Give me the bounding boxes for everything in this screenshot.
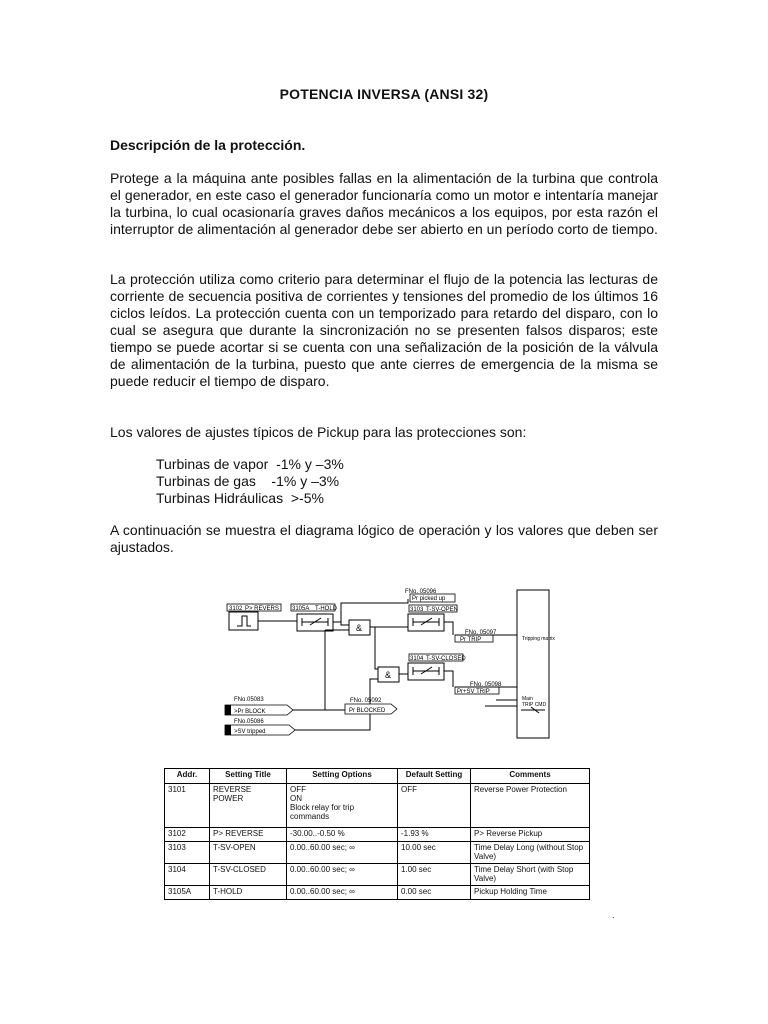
- tripping-matrix-block: [517, 590, 549, 738]
- tripping-matrix-label: Tripping matrix: [522, 636, 555, 642]
- page-title: POTENCIA INVERSA (ANSI 32): [279, 86, 489, 102]
- and-gate-1-symbol: &: [356, 623, 363, 633]
- cell-default: OFF: [398, 784, 471, 828]
- cell-addr: 3103: [165, 842, 210, 864]
- table-header-row: [165, 769, 590, 784]
- block-input-label: >Pr BLOCK: [234, 709, 266, 715]
- cell-setting-options: OFF ON Block relay for trip commands: [287, 784, 398, 828]
- cell-setting-title: T-HOLD: [210, 886, 287, 900]
- cell-comments: Reverse Power Protection: [471, 784, 590, 828]
- header-comments: Comments: [471, 769, 590, 784]
- cell-setting-title: T-SV-OPEN: [210, 842, 287, 864]
- pickup-list: [156, 456, 344, 507]
- sv-tripped-input-label: >SV tripped: [234, 729, 266, 735]
- cell-addr: 3101: [165, 784, 210, 828]
- table-row: [165, 842, 590, 864]
- cell-comments: P> Reverse Pickup: [471, 828, 590, 842]
- cell-setting-options: 0.00..60.00 sec; ∞: [287, 842, 398, 864]
- cell-default: 1.00 sec: [398, 864, 471, 886]
- blocked-label: Pr BLOCKED: [349, 708, 386, 714]
- fno-picked-up-label: FNo. 05096: [405, 589, 437, 595]
- header-setting-title: Setting Title: [210, 769, 287, 784]
- list-item: Turbinas de gas -1% y –3%: [156, 473, 340, 489]
- header-addr: Addr.: [165, 769, 210, 784]
- timer-icon: [413, 667, 439, 675]
- fno-sv-trip-label: FNo. 05098: [470, 682, 502, 688]
- and-gate-2-symbol: &: [385, 670, 392, 680]
- p-reverse-addr: 3102: [229, 606, 243, 612]
- p-reverse-label: P> REVERS: [245, 606, 279, 612]
- table-row: [165, 784, 590, 828]
- threshold-step-icon: [237, 616, 251, 626]
- t-hold-label: T-HOLD: [315, 606, 338, 612]
- fno-blocked-label: FNo. 05092: [350, 698, 382, 704]
- cell-setting-title: P> REVERSE: [210, 828, 287, 842]
- timer-icon: [302, 618, 328, 626]
- cell-comments: Time Delay Short (with Stop Valve): [471, 864, 590, 886]
- paragraph-diagram-intro: A continuación se muestra el diagrama lógico de operación y los valores que deben ser ajustados.: [110, 522, 658, 555]
- main-trip-label-2: TRIP CMD: [522, 702, 547, 708]
- paragraph-intro: Protege a la máquina ante posibles fallas en la alimentación de la turbina que controla el generador, en este caso el generador funcionaría como un motor e intentaría manejar la turbina, lo cual ocasionaría graves daños mecánicos a los equipos, por esta razón el interruptor de alimentación al generador debe ser abierto en un período corto de tiempo.: [110, 170, 658, 237]
- list-item: Turbinas de vapor -1% y –3%: [156, 456, 344, 472]
- p-reverse-threshold-block: [229, 612, 258, 630]
- picked-up-label: Pr picked up: [412, 596, 446, 602]
- paragraph-pickup-intro: Los valores de ajustes típicos de Pickup para las protecciones son:: [110, 424, 527, 440]
- cell-setting-title: REVERSE POWER: [210, 784, 287, 828]
- fno-sv-tripped-label: FNo.05086: [234, 719, 264, 725]
- cell-addr: 3104: [165, 864, 210, 886]
- list-item: Turbinas Hidráulicas >-5%: [156, 490, 324, 506]
- cell-default: 0.00 sec: [398, 886, 471, 900]
- section-heading: Descripción de la protección.: [110, 137, 306, 153]
- cell-comments: Time Delay Long (without Stop Valve): [471, 842, 590, 864]
- timer-icon: [413, 618, 439, 626]
- cell-comments: Pickup Holding Time: [471, 886, 590, 900]
- t-sv-open-addr: 3103: [410, 607, 424, 613]
- cell-addr: 3105A: [165, 886, 210, 900]
- cell-setting-options: 0.00..60.00 sec; ∞: [287, 864, 398, 886]
- footer-mark: .: [612, 910, 615, 920]
- cell-default: -1.93 %: [398, 828, 471, 842]
- table-row: [165, 828, 590, 842]
- t-hold-addr: 3105A: [292, 606, 310, 612]
- cell-default: 10.00 sec: [398, 842, 471, 864]
- t-sv-closed-addr: 3104: [410, 656, 424, 662]
- fno-block-label: FNo.05083: [234, 697, 264, 703]
- trip-label: Pr TRIP: [460, 637, 482, 643]
- fno-trip-label: FNo. 05097: [465, 630, 497, 636]
- header-setting-options: Setting Options: [287, 769, 398, 784]
- t-sv-open-label: T-SV-OPEN: [426, 607, 459, 613]
- cell-addr: 3102: [165, 828, 210, 842]
- paragraph-criteria: La protección utiliza como criterio para determinar el flujo de la potencia las lecturas de corriente de secuencia positiva de corrientes y tensiones del promedio de los últimos 16 ciclos leídos. La protección cuenta con un temporizado para retardo del disparo, con lo cual se asegura que durante la sincronización no se presenten falsos disparos; este tiempo se puede acortar si se cuenta con una señalización de la posición de la válvula de alimentación de la turbina, puesto que ante cierres de emergencia de la misma se puede reducir el tiempo de disparo.: [110, 271, 658, 389]
- header-default-setting: Default Setting: [398, 769, 471, 784]
- settings-table: [164, 768, 590, 900]
- table-row: [165, 864, 590, 886]
- sv-trip-label: Pr+SV TRIP: [457, 689, 490, 695]
- cell-setting-options: -30.00..-0.50 %: [287, 828, 398, 842]
- t-sv-closed-label: T-SV-CLOSED: [426, 656, 466, 662]
- cell-setting-title: T-SV-CLOSED: [210, 864, 287, 886]
- table-row: [165, 886, 590, 900]
- cell-setting-options: 0.00..60.00 sec; ∞: [287, 886, 398, 900]
- main-trip-label-1: Main: [522, 696, 533, 702]
- logic-diagram: [225, 585, 555, 740]
